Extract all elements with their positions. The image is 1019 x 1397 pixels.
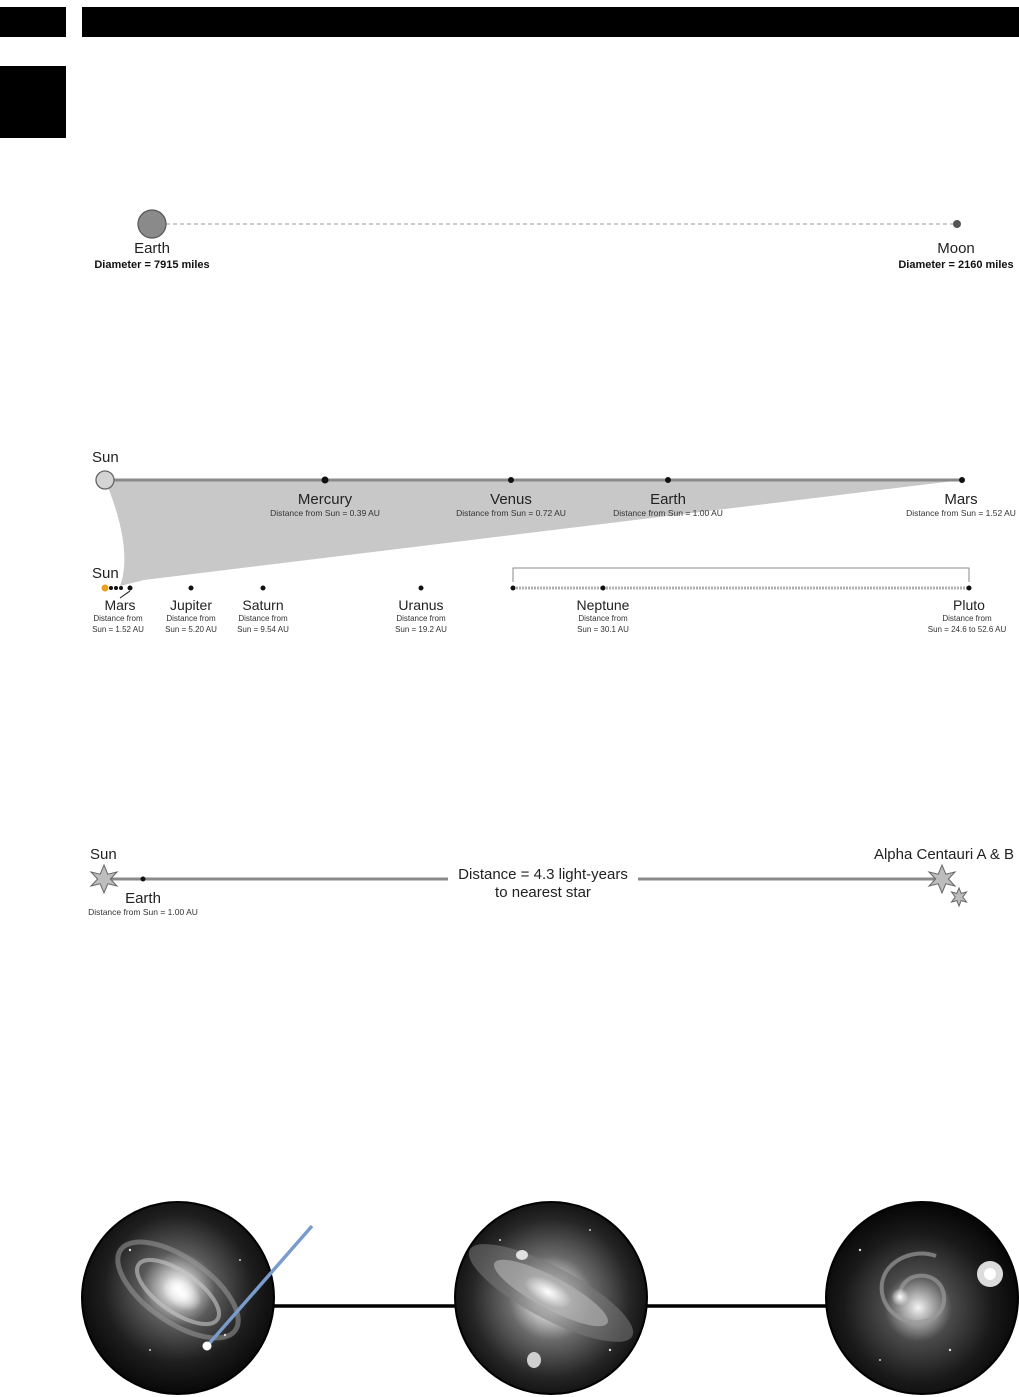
jupiter-distance-1: Distance from: [166, 614, 216, 623]
outer-planets-diagram: [92, 565, 1006, 634]
inner-sun-circle: [96, 471, 114, 489]
section-tab: [0, 66, 66, 138]
mars-inner-label: Mars: [944, 491, 978, 508]
earth-diameter: Diameter = 7915 miles: [94, 259, 210, 271]
moon-label: Moon: [937, 240, 975, 257]
mercury-dot: [322, 477, 329, 484]
uranus-distance-1: Distance from: [396, 614, 446, 623]
alpha-centauri-label: Alpha Centauri A & B: [873, 846, 1015, 863]
jupiter-distance-2: Sun = 5.20 AU: [165, 625, 217, 634]
moon-diameter: Diameter = 2160 miles: [898, 259, 1014, 271]
pluto-perihelion-dot: [511, 586, 516, 591]
jupiter-dot: [189, 586, 194, 591]
whirlpool-galaxy-image: [826, 1202, 1018, 1394]
neptune-distance-2: Sun = 30.1 AU: [577, 625, 629, 634]
neptune-dot: [601, 586, 606, 591]
mars-outer-distance-1: Distance from: [93, 614, 143, 623]
inner-cluster-dot-1: [109, 586, 113, 590]
inner-cluster-dot-3: [119, 586, 123, 590]
neptune-distance-1: Distance from: [578, 614, 628, 623]
saturn-distance-2: Sun = 9.54 AU: [237, 625, 289, 634]
moon-circle: [953, 220, 961, 228]
mercury-label: Mercury: [297, 491, 353, 508]
uranus-label: Uranus: [398, 597, 444, 613]
mars-outer-dot: [128, 586, 133, 591]
star-sun-label: Sun: [90, 846, 117, 863]
earth-circle: [138, 210, 166, 238]
milky-way-galaxy-image: [82, 1202, 274, 1394]
saturn-dot: [261, 586, 266, 591]
uranus-dot: [419, 586, 424, 591]
light-years-distance: Distance = 4.3 light-years: [458, 866, 628, 883]
mars-outer-label: Mars: [104, 597, 136, 613]
galaxies-row: [82, 1202, 1018, 1394]
outer-sun-label: Sun: [92, 565, 119, 582]
inner-planets-diagram: [92, 449, 1016, 586]
earth-moon-diagram: [94, 210, 1013, 271]
earth-inner-distance: Distance from Sun = 1.00 AU: [613, 508, 723, 518]
venus-distance: Distance from Sun = 0.72 AU: [456, 508, 566, 518]
zoom-wedge: [105, 480, 962, 586]
outer-sun-dot: [102, 585, 109, 592]
inner-cluster-dot-2: [114, 586, 118, 590]
header-bar-left: [0, 7, 66, 37]
earth-star-dot: [141, 877, 146, 882]
light-years-caption: to nearest star: [495, 884, 591, 901]
alpha-centauri-b-star-icon: [952, 888, 967, 906]
saturn-label: Saturn: [242, 597, 284, 613]
mars-outer-distance-2: Sun = 1.52 AU: [92, 625, 144, 634]
earth-inner-label: Earth: [650, 491, 686, 508]
pluto-aphelion-dot: [967, 586, 972, 591]
nearest-star-diagram: [88, 846, 1014, 917]
earth-dot: [665, 477, 671, 483]
header-bar: [82, 7, 1019, 37]
venus-dot: [508, 477, 514, 483]
andromeda-galaxy-image: [455, 1202, 647, 1394]
neptune-label: Neptune: [576, 597, 630, 613]
earth-label: Earth: [134, 240, 170, 257]
mars-dot: [959, 477, 965, 483]
star-earth-label: Earth: [125, 890, 161, 907]
uranus-distance-2: Sun = 19.2 AU: [395, 625, 447, 634]
sun-location-marker: [203, 1342, 211, 1350]
star-earth-distance: Distance from Sun = 1.00 AU: [88, 907, 198, 917]
pluto-orbit-bracket: [513, 568, 969, 582]
jupiter-label: Jupiter: [169, 597, 213, 613]
mars-inner-distance: Distance from Sun = 1.52 AU: [906, 508, 1016, 518]
pluto-distance-1: Distance from: [942, 614, 992, 623]
venus-label: Venus: [490, 491, 532, 508]
saturn-distance-1: Distance from: [238, 614, 288, 623]
pluto-distance-2: Sun = 24.6 to 52.6 AU: [927, 625, 1007, 634]
pluto-label: Pluto: [953, 597, 985, 613]
mercury-distance: Distance from Sun = 0.39 AU: [270, 508, 380, 518]
inner-sun-label: Sun: [92, 449, 119, 466]
